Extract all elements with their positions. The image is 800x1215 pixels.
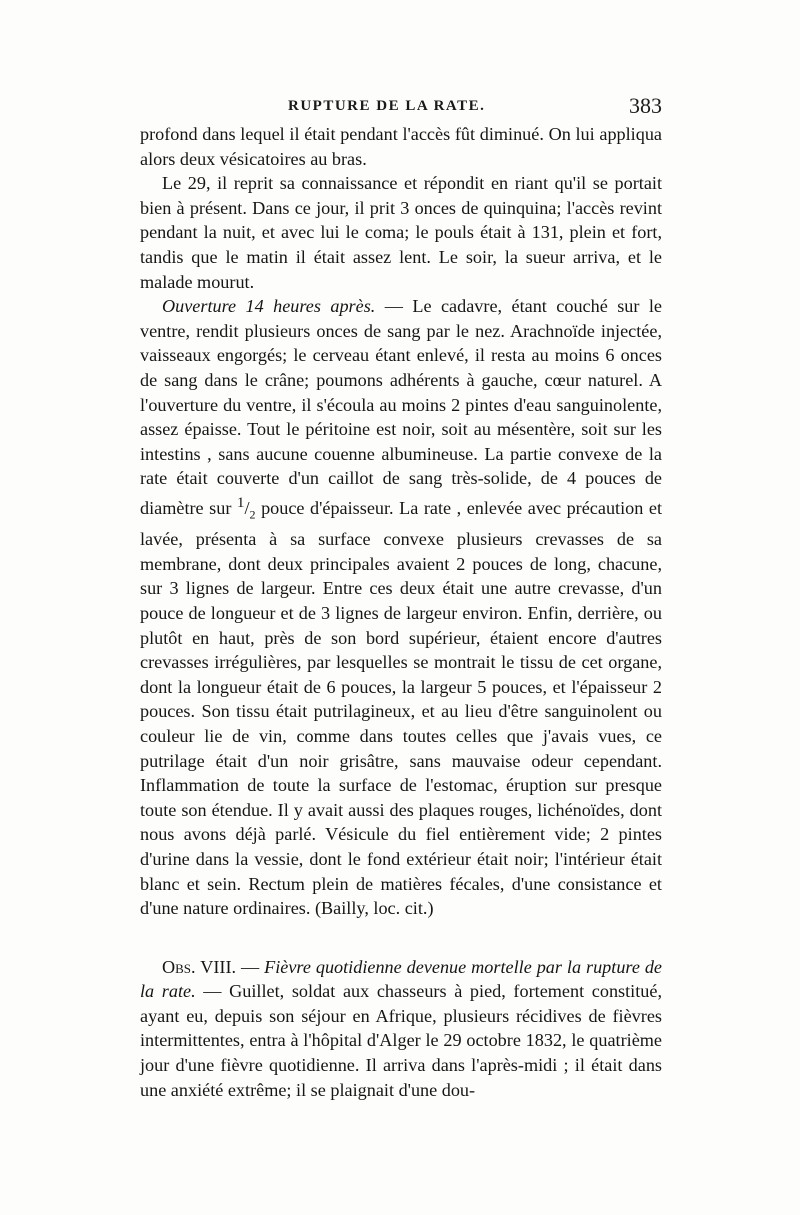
- running-head: [140, 93, 662, 120]
- body-text: [140, 122, 662, 1102]
- paragraph-le-29: Le 29, il reprit sa connaissance et répondit en riant qu'il se portait bien à présent. Dans ce jour, il prit 3 onces de quinquina; l'accès revint pendant la nuit, et avec lui le coma; le pouls était à 131, plein et fort, tandis que le matin il était assez lent. Le soir, la sueur arriva, et le malade mourut.: [140, 173, 662, 292]
- observation-dash: —: [236, 956, 265, 977]
- observation-viii: [140, 955, 662, 1103]
- observation-label: Obs. VIII.: [162, 956, 237, 977]
- observation-title: Fièvre quotidienne devenue mortelle par la rupture de la rate.: [140, 956, 663, 1002]
- autopsy-heading: Ouverture 14 heures après.: [162, 296, 376, 317]
- fraction-numerator: 1: [236, 493, 245, 511]
- autopsy-text-part-1: — Le cadavre, étant couché sur le ventre, rendit plusieurs onces de sang par le nez. Arachnoïde injectée, vaisseaux engorgés; le cerveau étant enlevé, il resta au moins 6 onces de sang dans le crâne; poumons adhérents à gauche, cœur naturel. A l'ouverture du ventre, il s'écoula au moins 2 pintes d'eau sanguinolente, assez épaisse. Tout le péritoine est noir, soit au mésentère, soit sur les intestins , sans aucune couenne albumineuse. La partie convexe de la rate était couverte d'un caillot de sang très-solide, de 4 pouces de diamètre sur: [140, 296, 662, 518]
- paragraph-autopsy: Ouverture 14 heures après. — Le cadavre, étant couché sur le ventre, rendit plusieurs onces de sang par le nez. Arachnoïde injectée, vaisseaux engorgés; le cerveau étant enlevé, il resta au moins 6 onces de sang dans le crâne; poumons adhérents à gauche, cœur naturel. A l'ouverture du ventre, il s'écoula au moins 2 pintes d'eau sanguinolente, assez épaisse. Tout le péritoine est noir, soit au mésentère, soit sur les intestins , sans aucune couenne albumineuse. La partie convexe de la rate était couverte d'un caillot de sang très-solide, de 4 pouces de diamètre sur $^1/_2$ pouce d'épaisseur. La rate , enlevée avec précaution et lavée, présenta à sa surface convexe plusieurs crevasses de sa membrane, dont deux principales avaient 2 pouces de long, chacune, sur 3 lignes de largeur. Entre ces deux était une autre crevasse, d'un pouce de longueur et de 3 lignes de largeur environ. Enfin, derrière, ou plutôt en haut, près de son bord supérieur, étaient encore d'autres crevasses irrégulières, par lesquelles se montrait le tissu de cet organe, dont la longueur était de 6 pouces, la largeur 5 pouces, et l'épaisseur 2 pouces. Son tissu était putrilagineux, et au lieu d'être sanguinolent ou couleur lie de vin, comme dans toutes celles que j'avais vues, ce putrilage était d'un noir grisâtre, sans mauvaise odeur cependant. Inflammation de toute la surface de l'estomac, éruption sur presque toute son étendue. Il y avait aussi des plaques rouges, lichénoïdes, dont nous avons déjà parlé. Vésicule du fiel entièrement vide; 2 pintes d'urine dans la vessie, dont le fond extérieur était noir; l'intérieur était blanc et sein. Rectum plein de matières fécales, d'une consistance et d'une nature ordinaires. (Bailly, loc. cit.): [140, 296, 662, 919]
- autopsy-text-part-2: pouce d'épaisseur. La rate , enlevée avec précaution et lavée, présenta à sa surface convexe plusieurs crevasses de sa membrane, dont deux principales avaient 2 pouces de long, chacune, sur 3 lignes de largeur. Entre ces deux était une autre crevasse, d'un pouce de longueur et de 3 lignes de largeur environ. Enfin, derrière, ou plutôt en haut, près de son bord supérieur, étaient encore d'autres crevasses irrégulières, par lesquelles se montrait le tissu de cet organe, dont la longueur était de 6 pouces, la largeur 5 pouces, et l'épaisseur 2 pouces. Son tissu était putrilagineux, et au lieu d'être sanguinolent ou couleur lie de vin, comme dans toutes celles que j'avais vues, ce putrilage était d'un noir grisâtre, sans mauvaise odeur cependant. Inflammation de toute la surface de l'estomac, éruption sur presque toute son étendue. Il y avait aussi des plaques rouges, lichénoïdes, dont nous avons déjà parlé. Vésicule du fiel entièrement vide; 2 pintes d'urine dans la vessie, dont le fond extérieur était noir; l'intérieur était blanc et sein. Rectum plein de matières fécales, d'une consistance et d'une nature ordinaires. (Bailly, loc. cit.): [140, 497, 662, 919]
- page-number: 383: [629, 93, 662, 118]
- fraction-denominator: 2: [249, 507, 256, 522]
- paragraph-continuation: profond dans lequel il était pendant l'accès fût diminué. On lui appliqua alors deux vésicatoires au bras.: [140, 124, 662, 169]
- running-title: RUPTURE DE LA RATE.: [288, 98, 486, 114]
- observation-text: — Guillet, soldat aux chasseurs à pied, fortement constitué, ayant eu, depuis son séjour en Afrique, plusieurs récidives de fièvres intermittentes, entra à l'hôpital d'Alger le 29 octobre 1832, le quatrième jour d'une fièvre quotidienne. Il arriva dans l'après-midi ; il était dans une anxiété extrême; il se plaignait d'une dou-: [140, 981, 662, 1100]
